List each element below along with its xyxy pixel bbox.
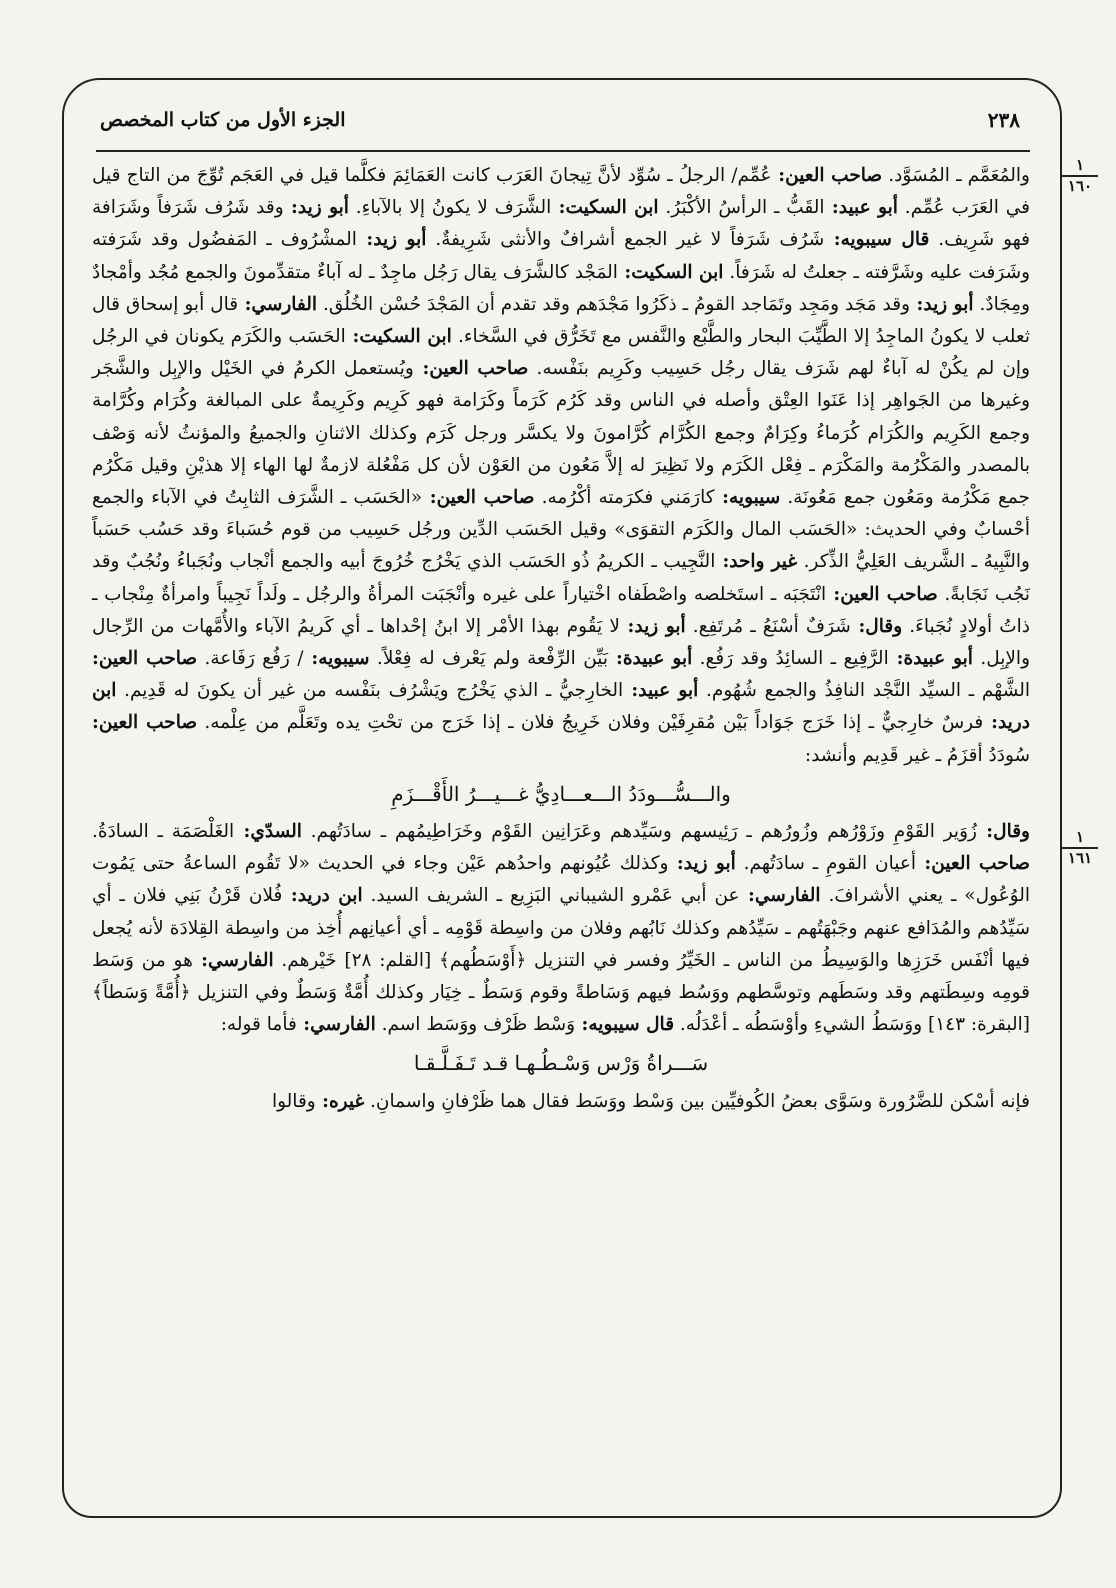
- paragraph: وقال: زُوَير القَوْمِ وزَوْرُهم وزُورُهم ـ رَئِيسهم وسَيِّدهم وعَرَانِين القَوْم وخَرَاطِيمُهم ـ سادَتُهم. السدّي: الغَلْصَمَة ـ السادَةُ. صاحب العين: أعيان القومِ ـ سادَتُهم. أبو زيد: وكذلك عُيُونهم واحدُهم عَيْن وجاء في الحديث «لا تَقُوم الساعةُ حتى يَمُوت الوُعُول» ـ يعني الأشرافَ. الفارسي: عن أبي عَمْرو الشيباني البَزِيع ـ الشريف السيد. ابن دريد: فُلان قَرْنُ بَنِي فلان ـ أي سَيِّدُهم والمُدَافع عنهم وجَبْهَتُهم ـ سَيِّدُهم وكذلك نَابُهم وفلان من واسِطة قَوْمِه ـ أي أعيانِهم أُخِذ من واسِطة القِلادَة لأنه يُجعل فيها أنْفَس خَرَزِها والوَسِيطُ من الناس ـ الخَيِّرُ وفسر في التنزيل ﴿أَوْسَطُهم﴾ [القلم: ٢٨] خَيْرهم. الفارسي: هو من وَسَط قومِه وسِطَتهم وقد وسَطَهم وتوسَّطهم ووَسُط فيهم وَسَاطةً وقوم وَسَطٌ ـ خِيَار وكذلك أُمَّةٌ وَسَطٌ وفي التنزيل ﴿أُمَّةً وَسَطاً﴾ [البقرة: ١٤٣] ووَسَطُ الشيءِ وأوْسَطُه ـ أعْدَلُه. قال سيبويه: وَسْط ظَرْف ووَسَط اسم. الفارسي: فأما قوله:: [92, 821, 1031, 1036]
- margin-reference: [1062, 158, 1098, 194]
- source-label: صاحب العين:: [771, 165, 883, 186]
- source-label: ابن السكيت:: [617, 261, 724, 283]
- source-label: ابن السكيت:: [551, 197, 659, 219]
- page-number: ٢٣٨: [987, 108, 1020, 132]
- source-label: أبو عبيدة:: [888, 648, 973, 670]
- source-label: أبو زيد:: [356, 229, 427, 251]
- source-label: غير واحد:: [715, 551, 798, 573]
- source-label: ابن السكيت:: [345, 326, 452, 348]
- margin-reference-page: ١٦١: [1067, 849, 1093, 867]
- source-label: السدّي:: [234, 821, 302, 843]
- source-label: قال سيبويه:: [824, 229, 930, 251]
- source-label: سيبويه:: [714, 487, 781, 509]
- source-label: أبو عبيدة:: [608, 648, 693, 670]
- source-label: الفارسي:: [296, 1014, 376, 1036]
- source-label: الفارسي:: [739, 885, 821, 907]
- source-label: صاحب العين:: [422, 487, 535, 509]
- paragraph: والمُعَمَّم ـ المُسَوَّد. صاحب العين: عُمِّم/ الرجلُ ـ سُوِّد لأنَّ تِيجانَ العَرَب كانت العَمَائِمَ فكلَّما قيل في العَجَم تُوِّجَ من التاج قيل في العَرَب عُمِّم. أبو عبيد: القَبُّ ـ الرأسُ الأكْبَرُ. ابن السكيت: الشَّرَف لا يكونُ إلا بالآباءِ. أبو زيد: وقد شَرُف شَرَفاً وشَرَافة فهو شَرِيف. قال سيبويه: شَرُف شَرَفاً لا غير الجمع أشرافٌ والأنثى شَرِيفةٌ. أبو زيد: المشْرُوف ـ المَفضُول وقد شَرَفته وشَرَفت عليه وشَرَّفته ـ جعلتُ له شَرَفاً. ابن السكيت: المَجْد كالشَّرَف يقال رَجُل ماجِدٌ ـ له آباءٌ متقدِّمونَ والجمع مُجُد وأمْجادٌ ومِجَادٌ. أبو زيد: وقد مَجَد ومَجِد وتَمَاجد القومُ ـ ذكَرُوا مَجْدَهم وقد تقدم أن المَجْدَ حُسْن الخُلُق. الفارسي: قال أبو إسحاق قال ثعلب لا يكونُ الماجِدُ إلا الطَّيِّبَ البحار والطَّبْع والنَّفس مع تَخَرُّق في السَّخاء. ابن السكيت: الحَسَب والكَرَم يكونان في الرجُل وإن لم يكُنْ له آباءٌ لهم شَرَف يقال رجُل حَسِيب وكَرِيم بنَفْسه. صاحب العين: ويُستعمل الكرمُ في الخَيْل والإبِل والشَّجَر وغيرها من الجَواهِر إذا عَنَوا العِتْق وأصله في الناس وقد كَرُم كَرَماً وكَرَامة فهو كَرِيم وكَرِيمةٌ على المبالغة وكُرَام وكُرَّامة وجمع الكَرِيم والكُرَام كُرَماءُ وكِرَامٌ وجمع الكُرَّام كُرَّامونَ ولا يكسَّر ورجل كَرَم وكذلك الاثنانِ والجميعُ والمؤنثُ لأنه وَصْف بالمصدر والمَكْرُمة والمَكْرَم ـ فِعْل الكَرَم ولا نَظِيرَ له إلاَّ مَعُون من العَوْن لأن كل مَفْعُلة لازمةٌ لها الهاء إلا هذيْنِ وقيل مَكْرُم جمع مَكْرُمة ومَعُون جمع مَعُونَة. سيبويه: كارَمَني فكرَمته أكْرُمه. صاحب العين: «الحَسَب ـ الشَّرَف الثابِتُ في الآباء والجمع أحْسابٌ وفي الحديث: «الحَسَب المال والكَرَم التقوَى» وقيل الحَسَب الدِّين ورجُل حَسِيب من قوم حُسَباءَ وقد حَسُب حَسَباً والنَّبِيهُ ـ الشَّريف العَلِيُّ الذِّكر. غير واحد: النَّجِيب ـ الكريمُ ذُو الحَسَب الذي يَخْرُج خُرُوجَ أبيه والجمع أنْجاب ونُجَباءُ ونُجُبٌ وقد نَجُب نَجَابةً. صاحب العين: انْتَجَبَه ـ استَخلصه واصْطَفاه اخْتياراً على غيره وأنْجَبَت المرأةُ والرجُل ـ ولَداً نَجِيباً وامرأةٌ مِنْجاب ـ ذاتُ أولادٍ نُجَباءَ. وقال: شَرَفٌ أسْنَعُ ـ مُرتَفِع. أبو زيد: لا يَقُوم بهذا الأمْر إلا ابنُ إحْداها ـ أي كَريمُ الآباء والأُمَّهات من الرِّجال والإبِل. أبو عبيدة: الرَّفِيع ـ السائِدُ وقد رَفُع. أبو عبيدة: بَيِّن الرِّفْعة ولم يَعْرف له فِعْلاً. سيبويه: / رَفُع رَفَاعة. صاحب العين: الشَّهْم ـ السيِّد النَّجْد النافِذُ والجمع شُهُوم. أبو عبيد: الخارِجيُّ ـ الذي يَخْرُج ويَشْرُف بنَفْسه من غير أن يكونَ له قَدِيم. ابن دريد: فرسٌ خارِجيٌّ ـ إذا خَرَج جَوَاداً بَيْن مُقرِفَيْن وفلان خَرِيجُ فلان ـ إذا خَرَج من تحْتِ يده وتَعَلَّم من عِلْمه. صاحب العين: سُودَدُ أقزَمُ ـ غير قَدِيم وأنشد:: [92, 165, 1031, 766]
- running-title: الجزء الأول من كتاب المخصص: [100, 109, 346, 131]
- margin-reference-page: ١٦٠: [1067, 177, 1093, 195]
- margin-reference: [1062, 830, 1098, 866]
- source-label: صاحب العين:: [92, 712, 198, 734]
- header-rule: [96, 150, 1030, 152]
- source-label: سيبويه:: [303, 648, 370, 670]
- source-label: أبو عبيد:: [824, 197, 898, 219]
- verse-line: والـــسُّـــودَدُ الـــعـــادِيُّ غـــيـــرُ الأَقْـــزَمِ: [391, 781, 731, 806]
- source-label: صاحب العين:: [916, 853, 1030, 875]
- margin-reference-volume: ١: [1062, 830, 1098, 849]
- source-label: أبو زيد:: [619, 615, 686, 637]
- page-header: [100, 100, 1020, 140]
- source-label: قال سيبويه:: [575, 1014, 675, 1036]
- source-label: وقال:: [976, 821, 1030, 843]
- source-label: وقال:: [850, 615, 903, 637]
- body-text: [92, 160, 1030, 1118]
- source-label: أبو عبيد:: [623, 680, 699, 702]
- verse-line: سَـــراةُ وَرْس وَسْـطُـهـا قـد تَـفَـلَّـقـا: [413, 1051, 709, 1076]
- source-label: ابن دريد:: [92, 680, 1030, 734]
- source-label: صاحب العين:: [413, 358, 529, 380]
- source-label: غيره:: [315, 1090, 365, 1112]
- source-label: الفارسي:: [192, 949, 274, 971]
- source-label: أبو زيد:: [283, 197, 349, 219]
- source-label: أبو زيد:: [910, 293, 974, 315]
- source-label: الفارسي:: [238, 293, 318, 315]
- margin-reference-volume: ١: [1062, 158, 1098, 177]
- paragraph: فإنه أسْكن للضَّرُورة وسَوَّى بعضُ الكُوفيِّين بين وَسْط ووَسَط فقال هما ظَرْفانِ واسمانِ. غيره: وقالوا: [271, 1090, 1030, 1112]
- source-label: صاحب العين:: [826, 583, 938, 605]
- source-label: أبو زيد:: [668, 853, 736, 875]
- source-label: ابن دريد:: [282, 885, 363, 907]
- source-label: صاحب العين:: [92, 648, 198, 670]
